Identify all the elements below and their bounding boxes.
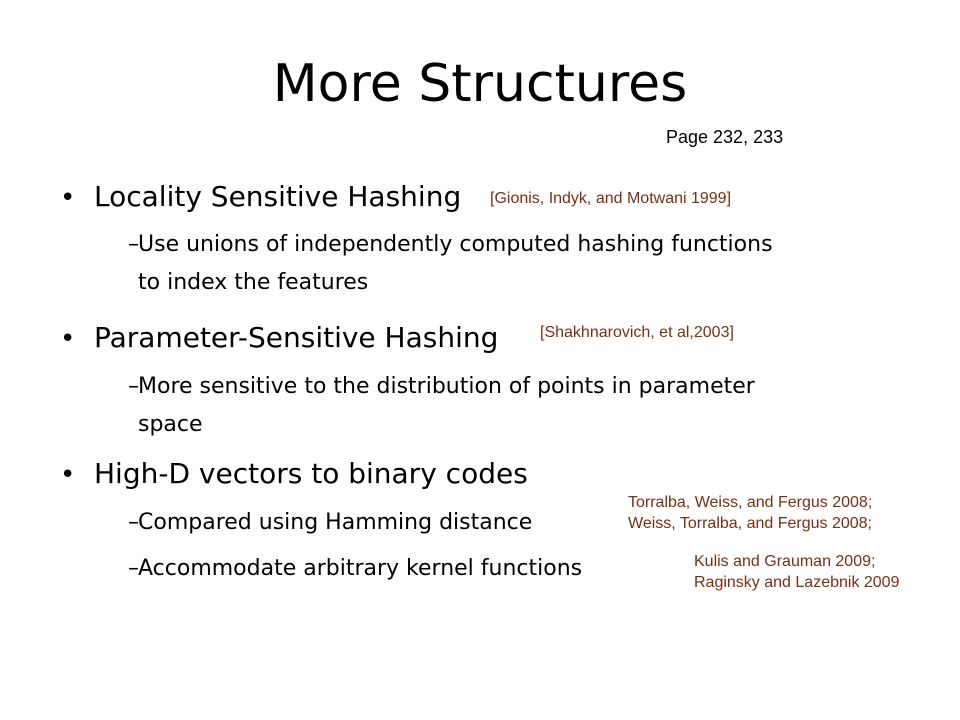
bullet-locality-sensitive-hashing bbox=[60, 180, 462, 213]
slide-title: More Structures bbox=[272, 54, 688, 114]
sub-bullet-line: Use unions of independently computed hashing functions bbox=[138, 232, 773, 257]
bullet-dot-icon: • bbox=[60, 460, 76, 490]
sub-bullet-line: Accommodate arbitrary kernel functions bbox=[138, 556, 583, 581]
bullet-text: Locality Sensitive Hashing bbox=[94, 180, 462, 213]
reference-torralba bbox=[628, 492, 872, 534]
reference-line: Kulis and Grauman 2009; bbox=[694, 553, 876, 570]
reference-line: Weiss, Torralba, and Fergus 2008; bbox=[628, 515, 872, 532]
bullet-parameter-sensitive-hashing bbox=[60, 321, 499, 354]
citation-shakhnarovich: [Shakhnarovich, et al,2003] bbox=[540, 324, 734, 341]
bullet-dot-icon: • bbox=[60, 183, 76, 213]
dash-icon: – bbox=[128, 374, 139, 399]
bullet-high-d-vectors bbox=[60, 457, 528, 490]
citation-gionis: [Gionis, Indyk, and Motwani 1999] bbox=[490, 190, 732, 207]
sub-bullet-line: Compared using Hamming distance bbox=[138, 510, 533, 535]
dash-icon: – bbox=[128, 556, 139, 581]
reference-line: Raginsky and Lazebnik 2009 bbox=[694, 574, 900, 591]
reference-line: Torralba, Weiss, and Fergus 2008; bbox=[628, 494, 873, 511]
bullet-text: Parameter-Sensitive Hashing bbox=[94, 321, 499, 354]
dash-icon: – bbox=[128, 232, 139, 257]
sub-bullet-line: to index the features bbox=[138, 270, 369, 295]
sub-bullet-line: space bbox=[138, 412, 203, 437]
bullet-dot-icon: • bbox=[60, 324, 76, 354]
bullet-text: High-D vectors to binary codes bbox=[94, 457, 528, 490]
reference-kulis bbox=[694, 551, 899, 593]
page-reference: Page 232, 233 bbox=[666, 127, 784, 147]
sub-bullet-line: More sensitive to the distribution of points in parameter bbox=[138, 374, 755, 399]
dash-icon: – bbox=[128, 510, 139, 535]
